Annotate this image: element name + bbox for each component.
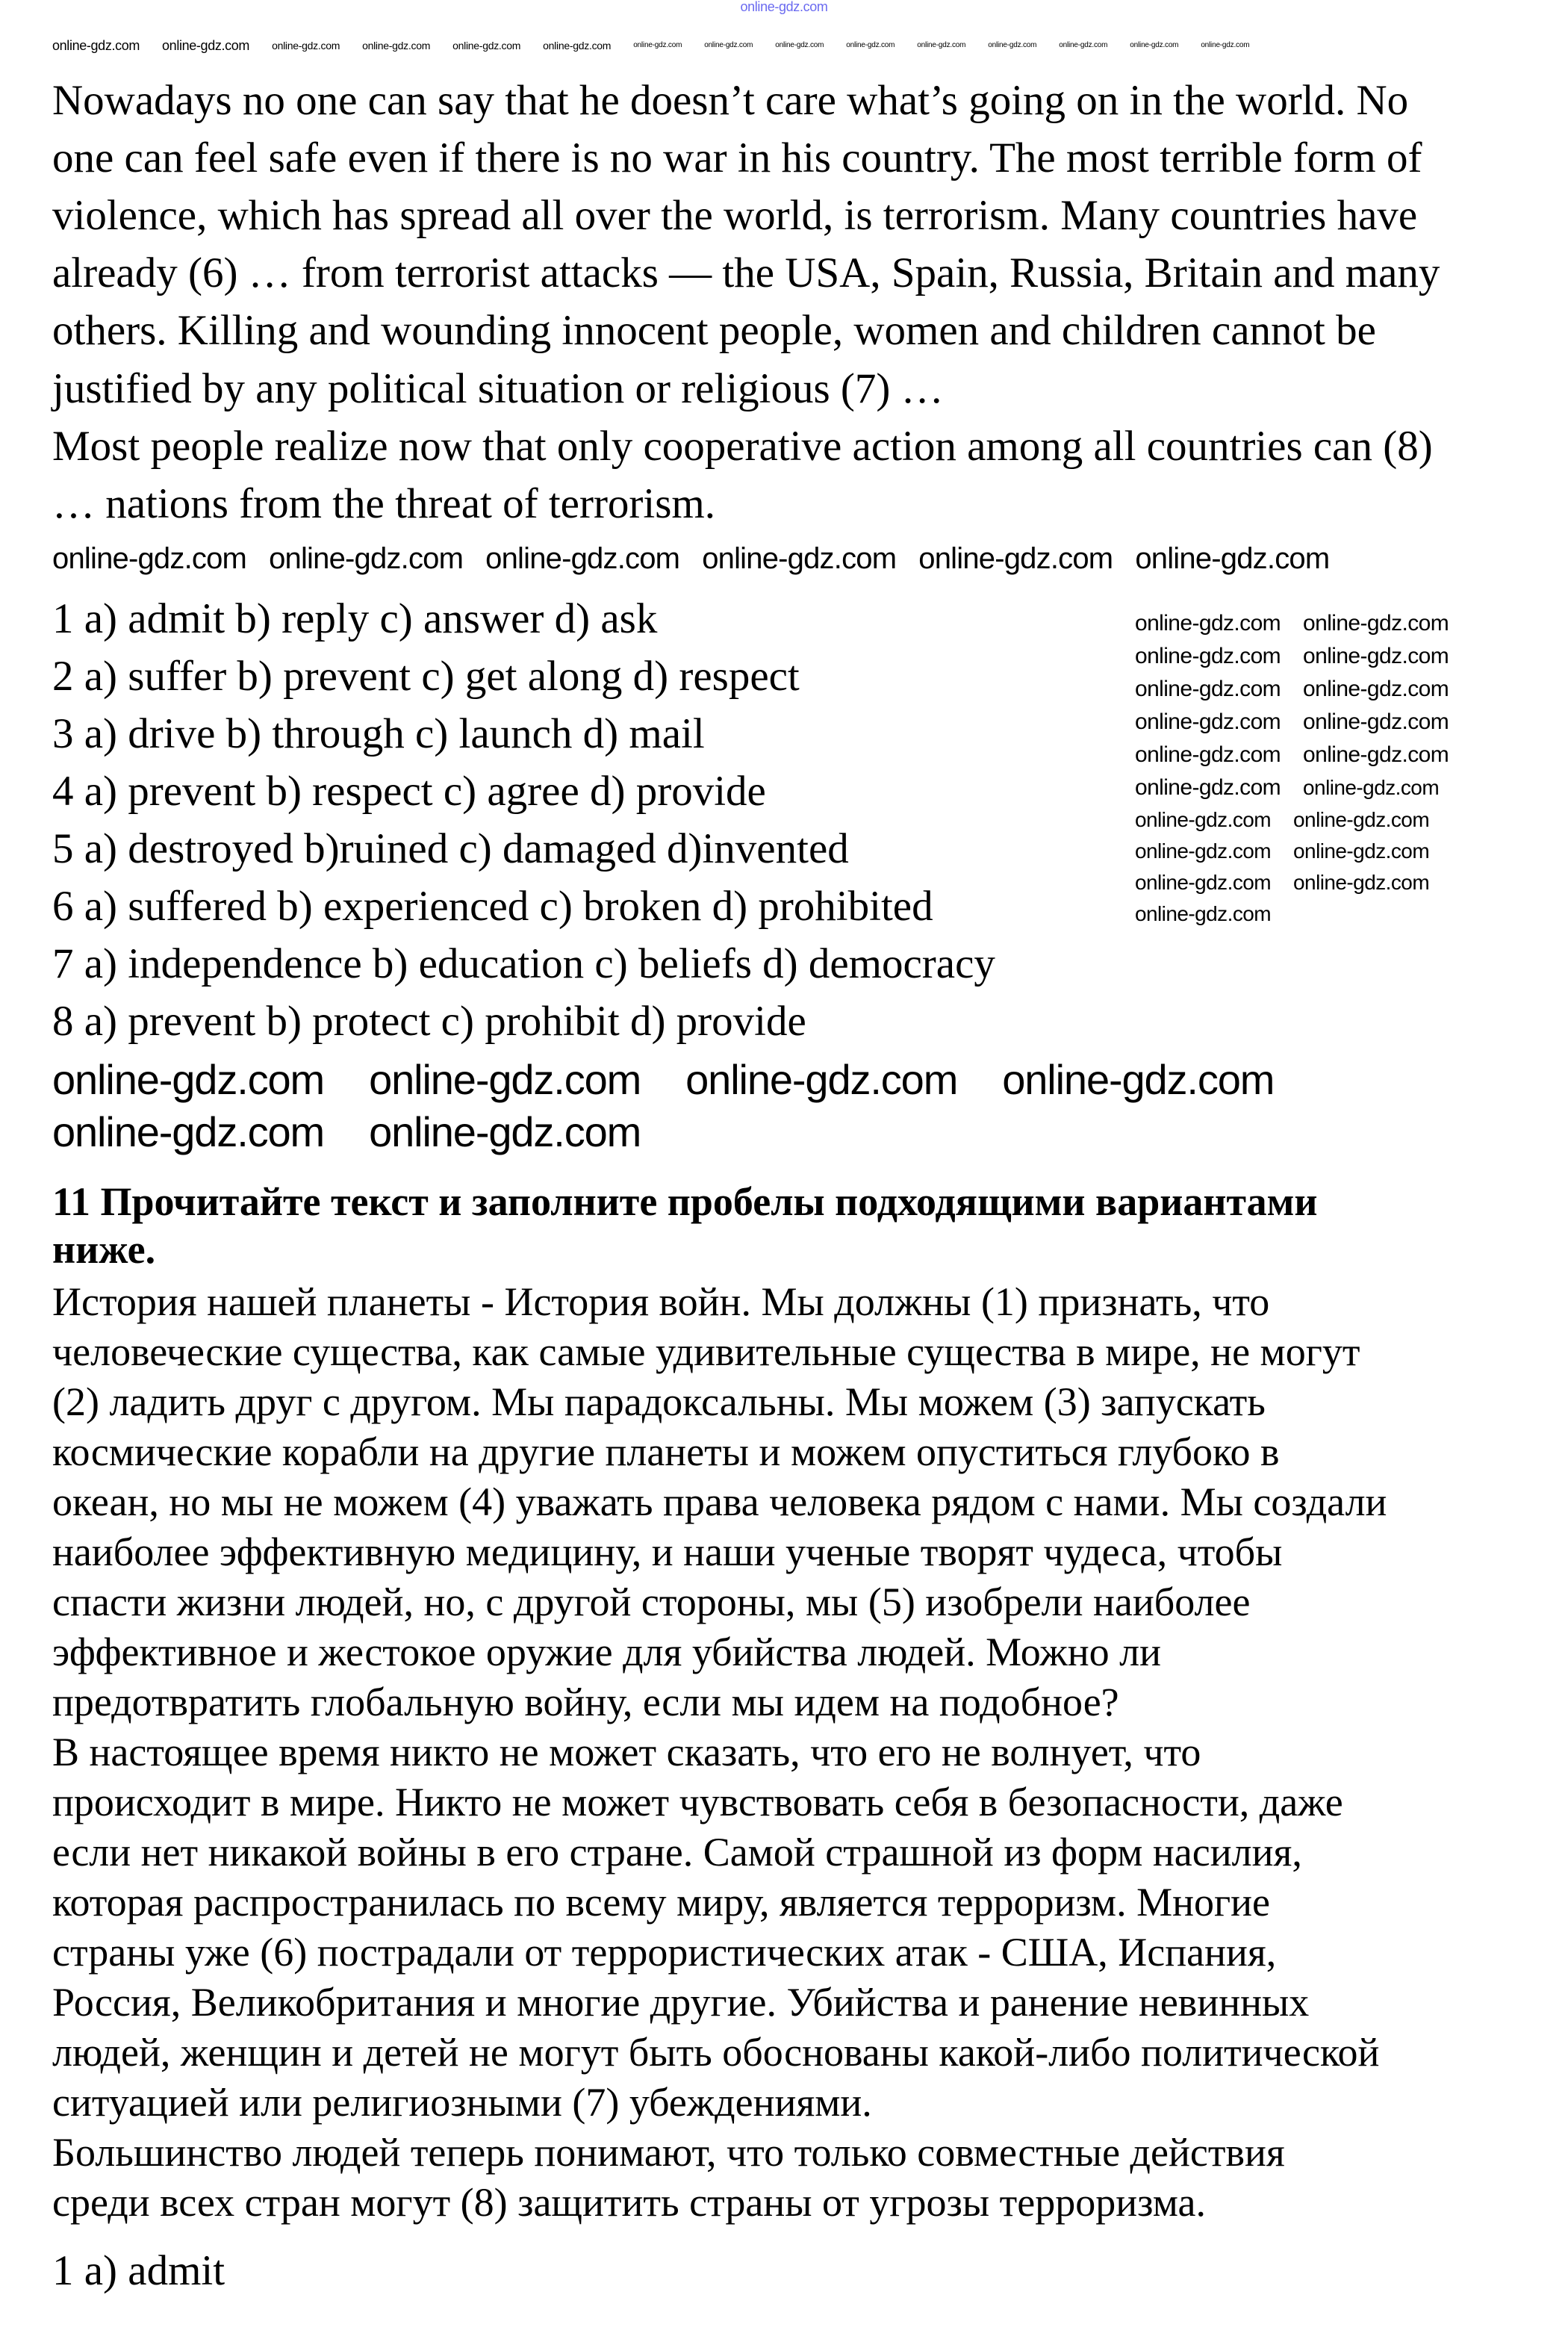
answer-line: 1 a) admit: [52, 2247, 225, 2294]
watermark: online-gdz.com: [702, 542, 897, 575]
watermark: online-gdz.com: [1303, 677, 1449, 701]
watermark: online-gdz.com: [485, 542, 680, 575]
option-line: 7 a) independence b) education c) beliefs d) democracy: [52, 940, 995, 987]
watermark: online-gdz.com: [1135, 542, 1330, 575]
watermark-column-right: [1135, 612, 1553, 925]
watermark: online-gdz.com: [1135, 808, 1272, 831]
passage-line: спасти жизни людей, но, с другой стороны, мы (5) изобрели наиболее: [52, 1580, 1251, 1624]
watermark: online-gdz.com: [1135, 902, 1272, 925]
heading-line: ниже.: [52, 1227, 156, 1272]
option-line: 6 a) suffered b) experienced c) broken d) prohibited: [52, 883, 933, 930]
passage-line: Россия, Великобритания и многие другие. Убийства и ранение невинных: [52, 1980, 1310, 2025]
passage-line: В настоящее время никто не может сказать, что его не волнует, что: [52, 1730, 1201, 1774]
passage-line: океан, но мы не можем (4) уважать права человека рядом с нами. Мы создали: [52, 1479, 1387, 1524]
passage-line: предотвратить глобальную войну, если мы идем на подобное?: [52, 1680, 1119, 1724]
watermark: online-gdz.com: [1135, 871, 1272, 894]
passage-line: others. Killing and wounding innocent people, women and children cannot be: [52, 307, 1376, 354]
watermark: online-gdz.com: [52, 1056, 325, 1103]
watermark: online-gdz.com: [633, 41, 682, 49]
watermark: online-gdz.com: [1293, 871, 1430, 894]
watermark: online-gdz.com: [704, 41, 753, 49]
watermark: online-gdz.com: [52, 542, 247, 575]
passage-line: страны уже (6) пострадали от террористических атак - США, Испания,: [52, 1930, 1277, 1975]
watermark: online-gdz.com: [52, 38, 140, 53]
watermark: online-gdz.com: [369, 1108, 641, 1155]
watermark: online-gdz.com: [1303, 742, 1449, 767]
watermark-row-middle: [52, 544, 1531, 574]
watermark: online-gdz.com: [1303, 709, 1449, 734]
passage-line: если нет никакой войны в его стране. Самой страшной из форм насилия,: [52, 1830, 1302, 1875]
watermark: online-gdz.com: [1135, 839, 1272, 863]
watermark-band-large: [52, 1056, 1516, 1155]
watermark: online-gdz.com: [269, 542, 464, 575]
watermark: online-gdz.com: [1135, 709, 1281, 734]
watermark: online-gdz.com: [543, 40, 612, 52]
passage-line: justified by any political situation or religious (7) …: [52, 365, 944, 412]
watermark: online-gdz.com: [1135, 775, 1281, 800]
watermark: online-gdz.com: [1293, 808, 1430, 831]
watermark: online-gdz.com: [1303, 611, 1449, 636]
watermark: online-gdz.com: [917, 41, 966, 49]
watermark: online-gdz.com: [846, 41, 895, 49]
option-line: 4 a) prevent b) respect c) agree d) provide: [52, 768, 766, 815]
option-line: 5 a) destroyed b)ruined c) damaged d)invented: [52, 825, 849, 872]
passage-line: violence, which has spread all over the world, is terrorism. Many countries have: [52, 192, 1418, 239]
watermark: online-gdz.com: [1135, 742, 1281, 767]
passage-line: которая распространилась по всему миру, является терроризм. Многие: [52, 1880, 1271, 1925]
watermark: online-gdz.com: [685, 1056, 958, 1103]
passage-line: эффективное и жестокое оружие для убийства людей. Можно ли: [52, 1630, 1161, 1674]
watermark: online-gdz.com: [362, 40, 431, 52]
option-line: 2 a) suffer b) prevent c) get along d) respect: [52, 653, 800, 700]
watermark: online-gdz.com: [1201, 41, 1250, 49]
passage-line: наиболее эффективную медицину, и наши ученые творят чудеса, чтобы: [52, 1529, 1283, 1574]
option-line: 1 a) admit b) reply c) answer d) ask: [52, 595, 658, 642]
watermark: online-gdz.com: [272, 40, 340, 52]
passage-line: Most people realize now that only cooperative action among all countries can (8): [52, 423, 1433, 470]
watermark: online-gdz.com: [1293, 839, 1430, 863]
watermark: online-gdz.com: [740, 0, 828, 14]
heading-line: 11 Прочитайте текст и заполните пробелы подходящими вариантами: [52, 1179, 1318, 1224]
watermark: online-gdz.com: [1002, 1056, 1275, 1103]
passage-line: Nowadays no one can say that he doesn’t care what’s going on in the world. No: [52, 77, 1409, 124]
passage-line: людей, женщин и детей не могут быть обоснованы какой-либо политической: [52, 2030, 1380, 2075]
watermark: online-gdz.com: [369, 1056, 641, 1103]
watermark: online-gdz.com: [162, 38, 250, 53]
watermark: online-gdz.com: [1135, 611, 1281, 636]
watermark: online-gdz.com: [918, 542, 1113, 575]
watermark: online-gdz.com: [1303, 644, 1449, 668]
passage-line: среди всех стран могут (8) защитить страны от угрозы терроризма.: [52, 2180, 1206, 2225]
passage-line: ситуацией или религиозными (7) убеждениями.: [52, 2080, 872, 2125]
watermark: online-gdz.com: [452, 40, 521, 52]
watermark: online-gdz.com: [1130, 41, 1179, 49]
watermark: online-gdz.com: [988, 41, 1037, 49]
option-line: 3 a) drive b) through c) launch d) mail: [52, 710, 705, 757]
passage-line: происходит в мире. Никто не может чувствовать себя в безопасности, даже: [52, 1780, 1343, 1824]
watermark: online-gdz.com: [1135, 677, 1281, 701]
watermark: online-gdz.com: [1303, 776, 1440, 799]
watermark: online-gdz.com: [1135, 644, 1281, 668]
watermark-row-top: [52, 39, 1516, 52]
watermark: online-gdz.com: [1059, 41, 1108, 49]
passage-line: История нашей планеты - История войн. Мы должны (1) признать, что: [52, 1279, 1270, 1324]
passage-line: человеческие существа, как самые удивительные существа в мире, не могут: [52, 1329, 1360, 1374]
option-line: 8 a) prevent b) protect c) prohibit d) provide: [52, 998, 806, 1045]
passage-line: (2) ладить друг с другом. Мы парадоксальны. Мы можем (3) запускать: [52, 1379, 1266, 1424]
passage-line: Большинство людей теперь понимают, что только совместные действия: [52, 2130, 1285, 2175]
passage-line: … nations from the threat of terrorism.: [52, 480, 716, 527]
passage-line: космические корабли на другие планеты и можем опуститься глубоко в: [52, 1429, 1280, 1474]
watermark: online-gdz.com: [52, 1108, 325, 1155]
passage-line: already (6) … from terrorist attacks — the USA, Spain, Russia, Britain and many: [52, 249, 1440, 296]
passage-line: one can feel safe even if there is no war in his country. The most terrible form of: [52, 134, 1422, 181]
watermark: online-gdz.com: [775, 41, 824, 49]
